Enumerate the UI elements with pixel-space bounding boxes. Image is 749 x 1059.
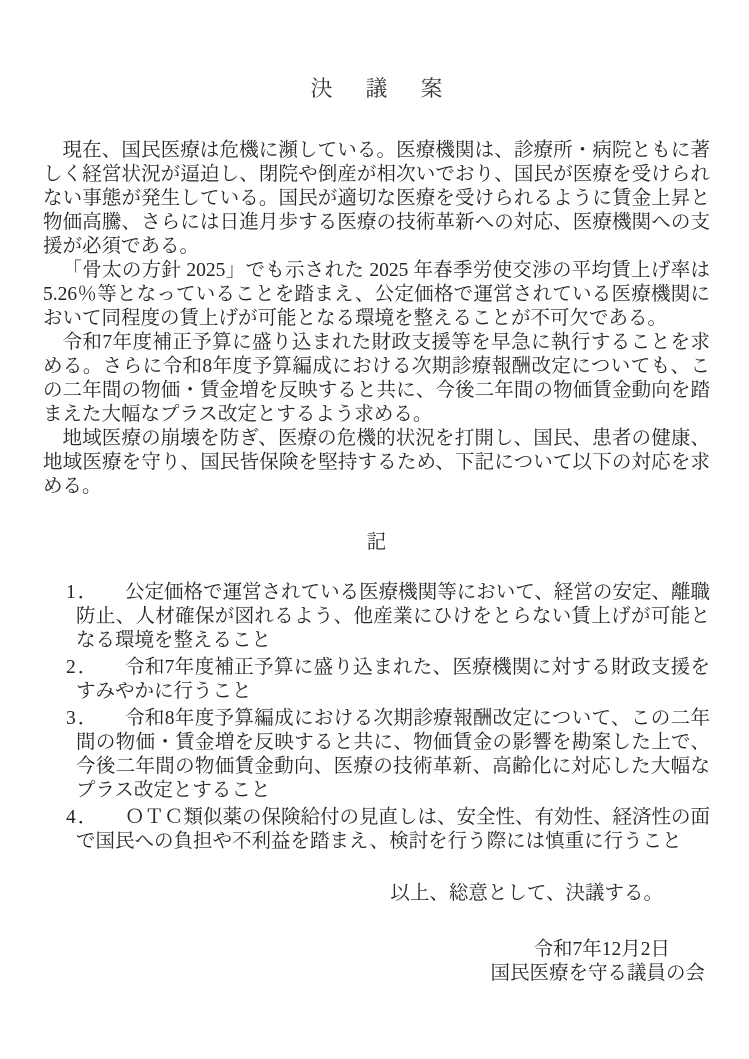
resolution-item-list [43,581,710,854]
signature: 国民医療を守る議員の会 [490,963,705,984]
item-number-1: 1． [66,582,100,603]
paragraph-budget-request: 令和7年度補正予算に盛り込まれた財政支援等を早急に執行することを求める。さらに令和8年度予算編成における次期診療報酬改定についても、この二年間の物価・賃金増を反映すると共に、今後二年間の物価賃金動向を踏まえた大幅なプラス改定とするよう求める。 [43,332,710,425]
resolution-item-4 [43,806,710,854]
paragraph-wage-policy: 「骨太の方針 2025」でも示された 2025 年春季労使交渉の平均賃上げ率は5.26％等となっていることを踏まえ、公定価格で運営されている医療機関において同程度の賃上げが可能となる環境を整えることが不可欠である。 [43,260,710,329]
item-number-3: 3． [66,708,100,729]
document-title: 決議案 [310,76,476,101]
item-text-1: 公定価格で運営されている医療機関等において、経営の安定、離職防止、人材確保が図れるよう、他産業にひけをとらない賃上げが可能となる環境を整えること [76,582,710,651]
closing-statement: 以上、総意として、決議する。 [390,883,663,904]
item-text-3: 令和8年度予算編成における次期診療報酬改定について、この二年間の物価・賃金増を反映すると共に、物価賃金の影響を勘案した上で、今後二年間の物価賃金動向、医療の技術革新、高齢化に対応した大幅なプラス改定とすること [76,708,710,801]
item-text-2: 令和7年度補正予算に盛り込まれた、医療機関に対する財政支援をすみやかに行うこと [76,657,710,702]
resolution-item-3 [43,707,710,803]
paragraph-current-crisis: 現在、国民医療は危機に瀕している。医療機関は、診療所・病院ともに著しく経営状況が逼迫し、閉院や倒産が相次いでおり、国民が医療を受けられない事態が発生している。国民が適切な医療を受けられるように賃金上昇と物価高騰、さらには日進月歩する医療の技術革新への対応、医療機関への支援が必須である。 [43,140,710,257]
item-text-4: ＯＴＣ類似薬の保険給付の見直しは、安全性、有効性、経済性の面で国民への負担や不利益を踏まえ、検討を行う際には慎重に行うこと [76,807,711,852]
item-number-4: 4． [66,807,100,828]
section-marker: 記 [366,532,387,553]
document-body [43,139,710,499]
resolution-item-2 [43,656,710,704]
resolution-item-1 [43,581,710,653]
item-number-2: 2． [66,657,100,678]
document-date: 令和7年12月2日 [533,939,670,960]
paragraph-regional-care: 地域医療の崩壊を防ぎ、医療の危機的状況を打開し、国民、患者の健康、地域医療を守り、国民皆保険を堅持するため、下記について以下の対応を求める。 [43,428,710,497]
